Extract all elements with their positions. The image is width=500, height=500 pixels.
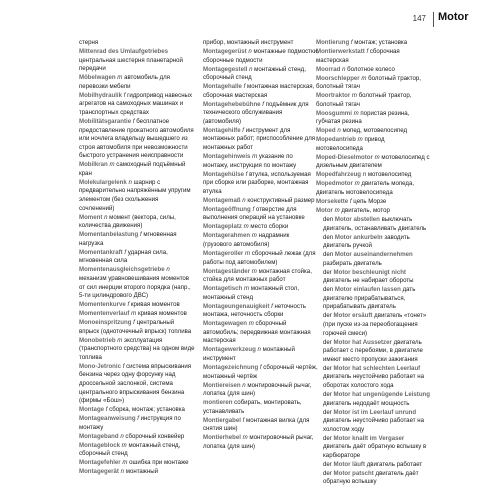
headword: Montagehinweis bbox=[203, 153, 251, 161]
gender-marker: f bbox=[105, 406, 108, 414]
translation: мотовелосипед с дизельным двигателем bbox=[316, 153, 430, 170]
translation: указание по монтажу, инструкция по монтажу bbox=[203, 153, 297, 169]
headword: Motor abstellen bbox=[334, 215, 380, 223]
gender-marker: f bbox=[132, 117, 135, 125]
translation: болотный трактор, болотный тягач bbox=[316, 92, 412, 108]
translation: монтаж; установка bbox=[354, 39, 408, 46]
gender-marker: n bbox=[166, 266, 170, 274]
headword: Molekulargelenk bbox=[79, 178, 127, 186]
dictionary-subentry bbox=[316, 216, 432, 233]
headword: Montagegestell bbox=[203, 65, 248, 73]
dictionary-entry bbox=[316, 39, 432, 48]
gender-marker: m bbox=[334, 206, 340, 214]
gender-marker: m bbox=[357, 136, 363, 144]
translation: монтажный bbox=[125, 468, 159, 476]
gender-marker: m bbox=[361, 74, 367, 82]
dictionary-entry bbox=[79, 161, 195, 178]
dictionary-entry bbox=[316, 110, 432, 127]
gender-marker: m bbox=[353, 109, 359, 117]
gender-marker: f bbox=[242, 416, 245, 424]
headword: Montagerahmen bbox=[203, 232, 251, 240]
dictionary-subentry bbox=[316, 339, 432, 365]
translation: разбирать двигатель bbox=[323, 259, 382, 267]
headword: Moortraktor bbox=[316, 92, 351, 100]
gender-marker: f bbox=[349, 197, 352, 205]
dictionary-entry bbox=[316, 136, 432, 153]
headword: Morsekette bbox=[316, 197, 349, 205]
gender-marker: m bbox=[251, 232, 257, 240]
dictionary-entry bbox=[203, 434, 319, 451]
dictionary-subentry bbox=[316, 269, 432, 286]
headword: Monobetrieb bbox=[79, 336, 116, 344]
headword: Motor ist im Leerlauf unrund bbox=[333, 408, 417, 416]
gender-marker: m bbox=[117, 336, 123, 344]
dictionary-entry bbox=[203, 48, 319, 65]
translation: монтажная стойка, стойка для монтажных работ bbox=[203, 267, 312, 284]
dictionary-subentry bbox=[316, 391, 432, 408]
dictionary-entry bbox=[79, 118, 195, 161]
dictionary-entry bbox=[203, 83, 319, 100]
headword: Momentenausgleichsgetriebe bbox=[79, 266, 165, 274]
translation: центральная шестерня планетарной передачи bbox=[79, 56, 183, 73]
dictionary-entry bbox=[203, 417, 319, 434]
dictionary-entry bbox=[316, 92, 432, 109]
headword: Moped bbox=[316, 127, 336, 135]
article: der bbox=[323, 312, 332, 320]
dictionary-entry bbox=[79, 179, 195, 213]
dictionary-entry bbox=[203, 197, 319, 206]
headword: Montagehülse bbox=[203, 170, 244, 178]
article: der bbox=[323, 408, 332, 416]
dictionary-entry bbox=[79, 363, 195, 406]
gender-marker: f bbox=[262, 100, 264, 108]
translation: монтажная вилка (для снятия шин) bbox=[203, 416, 310, 433]
headword: Montierwerkstatt bbox=[316, 47, 365, 55]
headword: Montagewagen bbox=[203, 320, 248, 328]
dictionary-entry bbox=[79, 74, 195, 91]
dictionary-entry bbox=[203, 127, 319, 153]
header-divider bbox=[433, 12, 434, 27]
dictionary-subentry bbox=[316, 286, 432, 312]
dictionary-entry bbox=[79, 406, 195, 415]
gender-marker: f bbox=[350, 39, 353, 46]
headword: Mopedmotor bbox=[316, 180, 353, 188]
gender-marker: m bbox=[242, 434, 248, 442]
headword: Mono-Jetronic bbox=[79, 362, 121, 370]
article: der bbox=[323, 268, 332, 276]
translation: двигатель неустойчиво работает на оборотах холостого хода bbox=[323, 373, 424, 389]
translation: механизм уравновешивания моментов от сил инерции второго порядка (напр., 5-ти цилиндрового ДВС) bbox=[79, 274, 191, 300]
dictionary-subentry bbox=[316, 365, 432, 391]
headword: Montagehebebühne bbox=[203, 100, 261, 108]
dictionary-entry bbox=[79, 468, 195, 477]
headword: Mittenrad des Umlaufgetriebes bbox=[79, 47, 169, 55]
headword: Motor ankurbeln bbox=[334, 233, 383, 241]
headword: Montagezeichnung bbox=[203, 364, 259, 371]
headword: Mobilkran bbox=[79, 161, 108, 169]
dictionary-entry bbox=[79, 266, 195, 300]
dictionary-entry bbox=[316, 207, 432, 216]
headword: Moosgummi bbox=[316, 109, 352, 117]
dictionary-entry bbox=[79, 92, 195, 118]
translation: сборка, монтаж; установка bbox=[109, 406, 185, 414]
dictionary-subentry bbox=[316, 409, 432, 435]
translation: двигатель неустойчиво работает на холостом ходу bbox=[323, 417, 424, 433]
translation: шарнир с предварительно напряжённым упругим элементом (без скольжения сочленений) bbox=[79, 178, 191, 212]
translation: подъёмник для технического обслуживания (автомобиля) bbox=[203, 100, 309, 125]
translation: бесплатное предоставление прокатного автомобиля или ночлега владельцу вышедшего из строя автомобиля при невозможности быстрого устранения неисправности bbox=[79, 117, 194, 160]
dictionary-entry bbox=[79, 337, 195, 363]
headword: Moped-Dieselmotor bbox=[316, 153, 373, 161]
article: der bbox=[323, 469, 332, 477]
translation: двигатель «тонет» (при пуске из-за переобогащения горючей смеси) bbox=[323, 312, 427, 337]
gender-marker: m bbox=[251, 267, 257, 275]
headword: Montagewerkzeug bbox=[203, 346, 256, 354]
gender-marker: f bbox=[122, 362, 125, 370]
translation: привод мотовелосипеда bbox=[316, 136, 385, 152]
dictionary-entry bbox=[203, 346, 319, 363]
translation: ошибка при монтаже bbox=[129, 459, 189, 467]
gender-marker: f bbox=[127, 301, 130, 309]
translation: кривая моментов bbox=[137, 310, 187, 318]
dictionary-entry bbox=[203, 320, 319, 346]
headword: Montage bbox=[79, 406, 105, 414]
headword: Montiergabel bbox=[203, 416, 241, 424]
translation: болотное колесо bbox=[347, 65, 395, 73]
translation: надрамник (грузового автомобиля) bbox=[203, 232, 290, 248]
gender-marker: f bbox=[124, 248, 127, 256]
headword: Motor auseinandernehmen bbox=[334, 251, 413, 259]
translation: двигатель мопеда, двигатель мотовелосипеда bbox=[316, 180, 415, 196]
dictionary-entry bbox=[203, 153, 319, 170]
dictionary-entry bbox=[203, 223, 319, 232]
headword: Montageöffnung bbox=[203, 205, 251, 213]
headword: Montagegerät bbox=[79, 468, 119, 476]
dictionary-entry bbox=[203, 285, 319, 302]
dictionary-entry bbox=[79, 415, 195, 432]
headword: Montageanweisung bbox=[79, 415, 136, 423]
dictionary-entry bbox=[316, 75, 432, 92]
translation: сборочный автомобиль; передвижная монтажная мастерская bbox=[203, 320, 311, 345]
headword: montieren bbox=[203, 399, 233, 407]
headword: Mobilitätsgarantie bbox=[79, 117, 132, 125]
translation: монтировочный рычаг, лопатка (для шин) bbox=[203, 434, 314, 450]
dictionary-subentry bbox=[316, 470, 432, 487]
article: den bbox=[323, 251, 334, 259]
gender-marker: m bbox=[121, 441, 127, 449]
gender-marker: f bbox=[243, 83, 246, 91]
dictionary-entry bbox=[79, 301, 195, 310]
headword: Montagehilfe bbox=[203, 126, 241, 134]
gender-marker: m bbox=[374, 153, 380, 161]
gender-marker: n bbox=[242, 381, 246, 389]
gender-marker: m bbox=[131, 310, 137, 318]
translation: кривая моментов bbox=[130, 301, 180, 309]
dictionary-entry bbox=[79, 231, 195, 248]
headword: Motor beschleunigt nicht bbox=[333, 268, 406, 276]
translation: двигатель, мотор bbox=[341, 206, 390, 214]
gender-marker: f bbox=[242, 126, 244, 134]
dictionary-entry bbox=[316, 66, 432, 75]
headword: Montagemaß bbox=[203, 196, 241, 204]
headword: Moorschlepper bbox=[316, 74, 360, 82]
headword: Montageplatz bbox=[203, 223, 242, 231]
gender-marker: n bbox=[104, 213, 108, 221]
translation: прибор, монтажный инструмент bbox=[203, 39, 294, 46]
dictionary-subentry bbox=[316, 312, 432, 338]
article: der bbox=[323, 390, 332, 398]
dictionary-subentry bbox=[316, 435, 432, 461]
translation: монтажный стенд, сборочный стенд bbox=[203, 65, 306, 82]
headword: Momentenverlauf bbox=[79, 310, 130, 318]
dictionary-entry bbox=[316, 180, 432, 197]
gender-marker: n bbox=[257, 346, 261, 354]
headword: Moorrad bbox=[316, 65, 341, 73]
translation: мотовелосипед bbox=[367, 171, 412, 179]
dictionary-entry bbox=[79, 249, 195, 266]
headword: Montageroller bbox=[203, 249, 244, 257]
headword: Montierung bbox=[316, 39, 350, 46]
gender-marker: n bbox=[249, 65, 253, 73]
dictionary-entry bbox=[316, 48, 432, 65]
gender-marker: f bbox=[252, 205, 255, 213]
dictionary-entry bbox=[203, 268, 319, 285]
dictionary-entry bbox=[203, 303, 319, 320]
dictionary-column-1 bbox=[79, 39, 195, 497]
dictionary-entry bbox=[203, 206, 319, 223]
headword: Motor hat Aussetzer bbox=[333, 338, 392, 346]
dictionary-entry bbox=[203, 364, 319, 381]
dictionary-subentry bbox=[316, 251, 432, 268]
headword: Moment bbox=[79, 213, 103, 221]
headword: Montageband bbox=[79, 432, 119, 440]
translation: цепь Морзе bbox=[353, 197, 387, 205]
article: der bbox=[323, 364, 332, 372]
translation: место сборки bbox=[250, 223, 289, 231]
translation: болотный трактор, болотный тягач bbox=[316, 74, 421, 91]
gender-marker: m bbox=[245, 249, 251, 257]
gender-marker: m bbox=[243, 223, 249, 231]
gender-marker: n bbox=[337, 127, 341, 135]
dictionary-entry bbox=[203, 171, 319, 197]
dictionary-entry bbox=[79, 319, 195, 336]
gender-marker: m bbox=[351, 92, 357, 100]
gender-marker: f bbox=[271, 302, 273, 310]
headword: Motor einlaufen lassen bbox=[334, 286, 401, 294]
headword: Motor hat schlechten Leerlauf bbox=[333, 364, 421, 372]
translation: автомобиль для перевозки мебели bbox=[79, 74, 170, 90]
gender-marker: n bbox=[362, 171, 367, 179]
gender-marker: n bbox=[242, 196, 246, 204]
translation: неточность монтажа, неточность сборки bbox=[203, 302, 306, 319]
headword: Montierhebel bbox=[203, 434, 241, 442]
translation: монтажный стенд, сборочный стенд bbox=[79, 441, 181, 458]
headword: Montageständer bbox=[203, 267, 251, 275]
headword: Montagefehler bbox=[79, 459, 121, 467]
translation: двигатель недодаёт мощность bbox=[323, 399, 410, 407]
dictionary-entry bbox=[79, 442, 195, 459]
article: den bbox=[323, 286, 334, 294]
headword: Motor ersäuft bbox=[333, 312, 373, 320]
translation: монтажная мастерская, сборочная мастерская bbox=[203, 83, 315, 99]
headword: Motor knallt im Vergaser bbox=[333, 434, 405, 442]
translation: инструкция по монтажу bbox=[79, 415, 181, 431]
dictionary-entry bbox=[79, 459, 195, 468]
translation: выключать двигатель, останавливать двигатель bbox=[323, 215, 427, 232]
article: der bbox=[323, 434, 332, 442]
headword: Mopedantrieb bbox=[316, 136, 356, 144]
headword: Motor hat ungenügende Leistung bbox=[333, 390, 430, 398]
dictionary-entry bbox=[203, 250, 319, 267]
page-number: 147 bbox=[412, 14, 426, 23]
page-header bbox=[0, 9, 500, 33]
gender-marker: m bbox=[117, 74, 123, 82]
headword: Momentanbelastung bbox=[79, 231, 139, 239]
dictionary-entry bbox=[79, 433, 195, 442]
gender-marker: f bbox=[137, 415, 139, 423]
dictionary-entry bbox=[203, 399, 319, 416]
translation: самоходный подъёмный кран bbox=[79, 161, 186, 177]
translation: двигатель даёт обратную вспышку в карбюраторе bbox=[323, 443, 427, 459]
headword: Motor bbox=[316, 206, 333, 214]
gender-marker: f bbox=[366, 47, 369, 55]
dictionary-entry bbox=[203, 66, 319, 83]
gender-marker: n bbox=[128, 178, 132, 186]
headword: Montageungenauigkeit bbox=[203, 302, 270, 310]
translation: монтажные подмостки, сборочные подмости bbox=[203, 47, 319, 64]
translation: система впрыскивания бензина через одну форсунку над дроссельной заслонкой, система центрального впрыскивания бензина (фирмы «Бош») bbox=[79, 362, 192, 405]
dictionary-entry bbox=[79, 48, 195, 74]
gender-marker: m bbox=[109, 161, 115, 169]
translation: монтажный стол, монтажный стенд bbox=[203, 285, 300, 301]
headword: Motor läuft bbox=[333, 460, 365, 468]
dictionary-subentry bbox=[316, 461, 432, 470]
translation: сборочный лежак (для работы под автомобилем) bbox=[203, 249, 316, 266]
dictionary-entry bbox=[203, 101, 319, 127]
translation: сборочный конвейер bbox=[125, 432, 185, 440]
dictionary-entry bbox=[203, 232, 319, 249]
translation: отверстие для выполнения операций на установке bbox=[203, 205, 305, 222]
headword: Montagegerüst bbox=[203, 47, 247, 55]
translation: момент (вектора, силы, количества движения) bbox=[79, 213, 176, 230]
gender-marker: n bbox=[120, 468, 125, 476]
translation: втулка, используемая при сборке или разборке, монтажная втулка bbox=[203, 170, 311, 195]
translation: собирать, монтировать, устанавливать bbox=[203, 399, 302, 415]
gender-marker: f bbox=[133, 319, 135, 327]
gender-marker: f bbox=[259, 364, 262, 371]
dictionary-entry bbox=[316, 127, 432, 136]
dictionary-subentry bbox=[316, 234, 432, 251]
headword: Montageblock bbox=[79, 441, 120, 449]
gender-marker: m bbox=[122, 459, 128, 467]
dictionary-entry bbox=[203, 39, 319, 48]
translation: монтировочный рычаг, лопатка (для шин) bbox=[203, 381, 312, 398]
translation: ударная сила, мгновенная сила bbox=[79, 248, 168, 265]
translation: эксплуатация (транспортного средства) на одном виде топлива bbox=[79, 336, 195, 361]
gender-marker: f bbox=[123, 91, 126, 99]
gender-marker: n bbox=[248, 47, 252, 55]
translation: стерня bbox=[79, 39, 99, 46]
translation: гидропривод навесных агрегатов на самоходных машинах и транспортных средствах bbox=[79, 91, 192, 116]
dictionary-entry bbox=[203, 382, 319, 399]
headword: Momentankraft bbox=[79, 248, 123, 256]
dictionary-entry bbox=[79, 310, 195, 319]
translation: двигатель даёт обратную вспышку bbox=[323, 469, 419, 486]
dictionary-entry bbox=[316, 154, 432, 171]
translation: двигатель работает с перебоями, в двигателе имеют место пропуски зажигания bbox=[323, 338, 423, 363]
gender-marker: n bbox=[342, 65, 346, 73]
gender-marker: m bbox=[354, 180, 360, 188]
translation: инструмент для монтажных работ; приспособление для монтажных работ bbox=[203, 126, 316, 152]
dictionary-entry bbox=[316, 171, 432, 180]
translation: сборочная мастерская bbox=[316, 47, 400, 64]
headword: Motor patscht bbox=[333, 469, 374, 477]
translation: двигатель не набирает обороты bbox=[323, 277, 414, 285]
translation: мгновенная нагрузка bbox=[79, 231, 177, 247]
gender-marker: m bbox=[243, 285, 250, 293]
headword: Momentenkurve bbox=[79, 301, 126, 309]
translation: заводить двигатель ручкой bbox=[323, 233, 410, 250]
dictionary-entry bbox=[79, 214, 195, 231]
article: der bbox=[323, 338, 332, 346]
headword: Mopedfahrzeug bbox=[316, 171, 362, 179]
article: den bbox=[323, 215, 334, 223]
gender-marker: f bbox=[139, 231, 142, 239]
gender-marker: m bbox=[252, 153, 258, 161]
translation: центральный впрыск (одноточечный впрыск) топлива bbox=[79, 319, 192, 335]
translation: сборочный чертёж, монтажный чертёж bbox=[203, 364, 318, 380]
dictionary-entry bbox=[316, 198, 432, 207]
article: der bbox=[323, 460, 332, 468]
section-title: Motor bbox=[438, 11, 469, 23]
dictionary-column-3 bbox=[316, 39, 432, 497]
gender-marker: m bbox=[248, 320, 254, 328]
translation: пористая резина, губчатая резина bbox=[316, 109, 410, 126]
translation: мопед, мотовелосипед bbox=[342, 127, 407, 135]
translation: конструктивный размер bbox=[247, 196, 315, 204]
headword: Montiereisen bbox=[203, 381, 241, 389]
dictionary-entry bbox=[79, 39, 195, 48]
gender-marker: n bbox=[120, 432, 124, 440]
headword: Monoeinspritzung bbox=[79, 319, 132, 327]
translation: двигатель работает bbox=[366, 460, 423, 468]
dictionary-column-2 bbox=[203, 39, 319, 497]
headword: Möbelwagen bbox=[79, 74, 116, 82]
article: den bbox=[323, 233, 334, 241]
headword: Montagetisch bbox=[203, 285, 243, 293]
translation: монтажный инструмент bbox=[203, 346, 295, 363]
translation: дать двигателю прирабатываться, прирабатывать двигатель bbox=[323, 286, 416, 311]
headword: Mobilhydraulik bbox=[79, 91, 122, 99]
gender-marker: f bbox=[245, 170, 248, 178]
headword: Montagehalle bbox=[203, 83, 242, 91]
